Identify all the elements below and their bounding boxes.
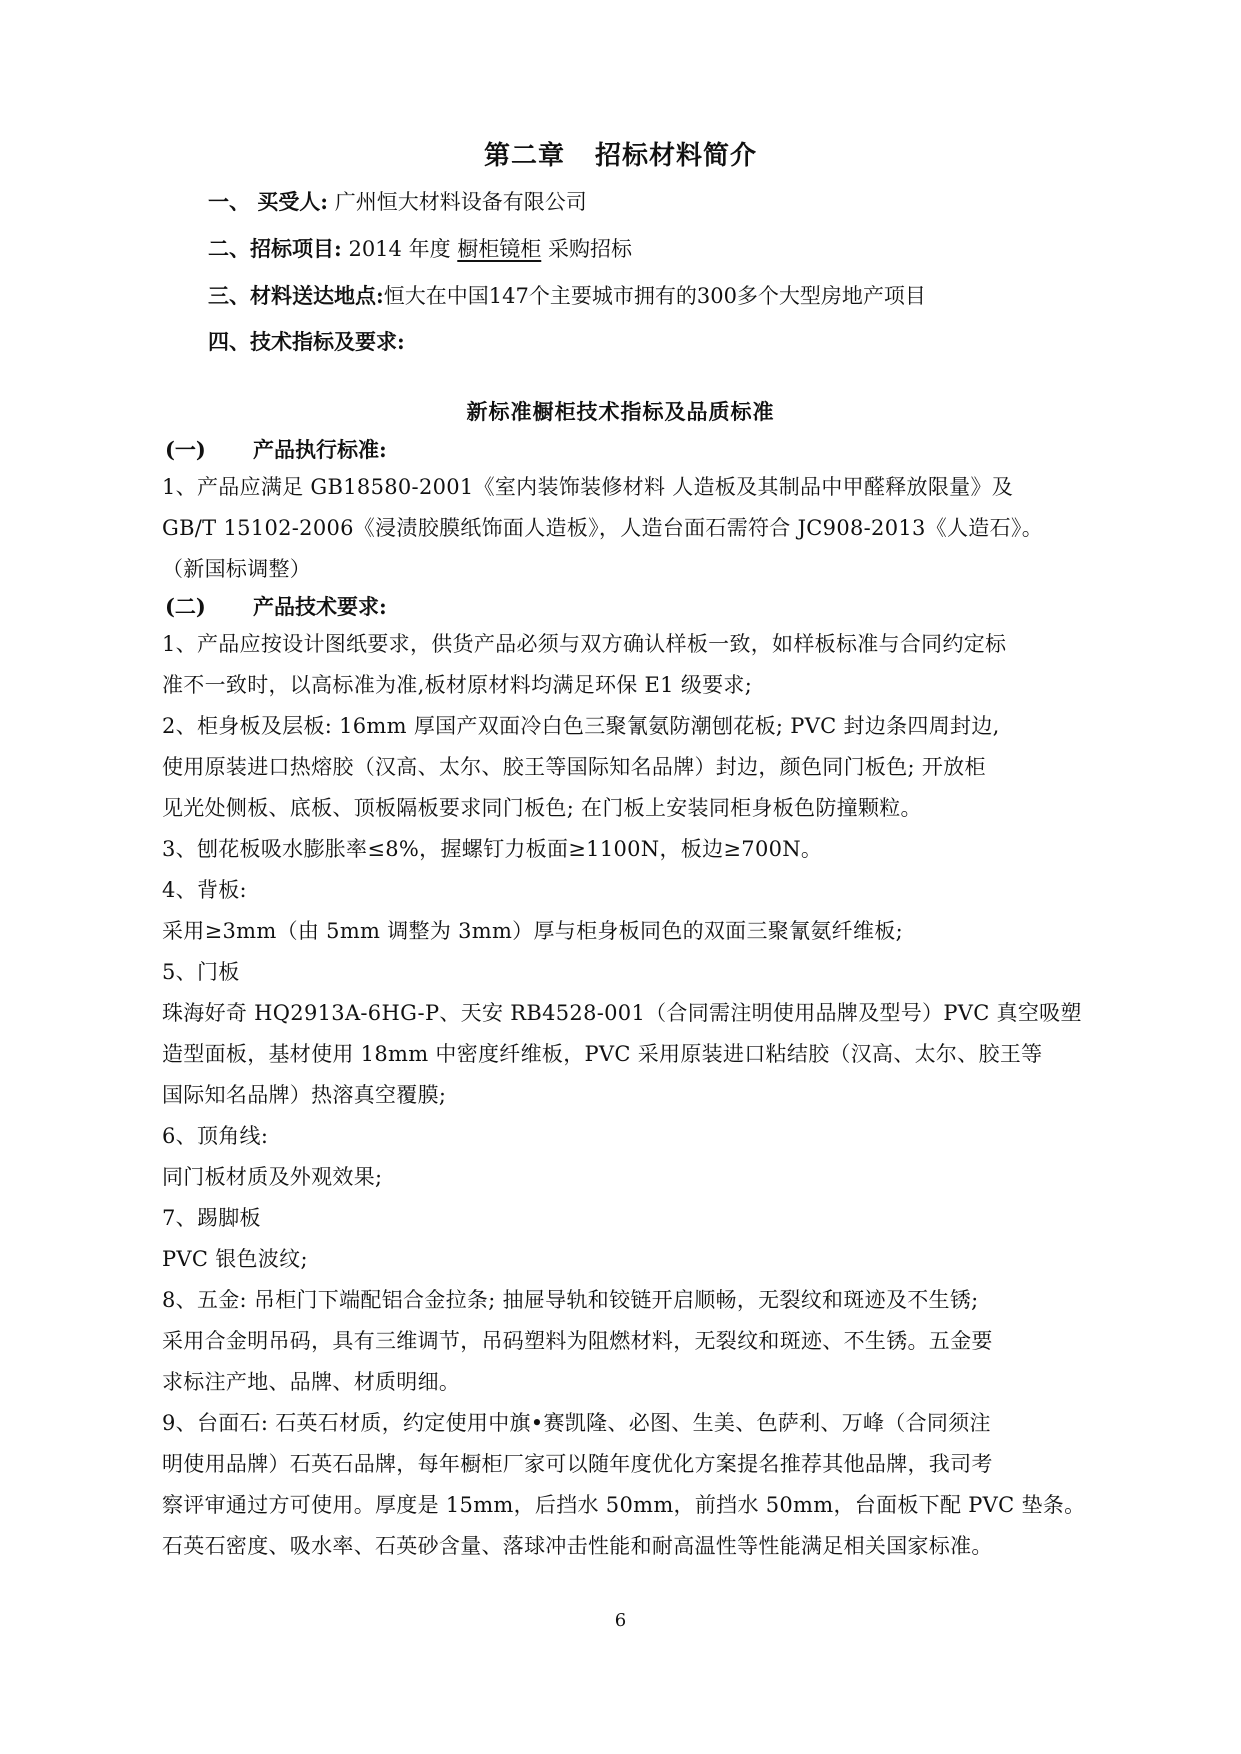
paragraph-line: PVC 银色波纹; [162,1247,308,1271]
header-delivery-key: 三、材料送达地点: [208,283,384,308]
paragraph-line: 采用合金明吊码，具有三维调节，吊码塑料为阻燃材料，无裂纹和斑迹、不生锈。五金要 [162,1329,993,1353]
paragraph-line: 国际知名品牌）热溶真空覆膜; [162,1083,447,1107]
header-project-key: 二、招标项目: [208,236,342,261]
paragraph-line: 造型面板，基材使用 18mm 中密度纤维板，PVC 采用原装进口粘结胶（汉高、太尔、胶王等 [162,1042,1043,1066]
section-requirements [165,591,387,621]
header-buyer [208,186,587,216]
paragraph-line: （新国标调整） [162,557,312,581]
paragraph-line: 1、产品应按设计图纸要求，供货产品必须与双方确认样板一致，如样板标准与合同约定标 [162,632,1007,656]
header-project-item: 橱柜镜柜 [457,237,542,261]
header-buyer-value: 广州恒大材料设备有限公司 [334,190,587,214]
standards-body [162,467,1082,590]
paragraph-line: 6、顶角线: [162,1124,269,1148]
header-tech [208,326,405,356]
paragraph-line: 7、踢脚板 [162,1206,261,1230]
paragraph-line: 1、产品应满足 GB18580-2001《室内装饰装修材料 人造板及其制品中甲醛释放限量》及 [162,475,1014,499]
section-standards-title: 产品执行标准: [253,437,387,462]
paragraph-line: 8、五金: 吊柜门下端配铝合金拉条; 抽屉导轨和铰链开启顺畅，无裂纹和斑迹及不生锈; [162,1288,979,1312]
paragraph-line: 准不一致时，以高标准为准,板材原材料均满足环保 E1 级要求; [162,673,753,697]
paragraph-line: 同门板材质及外观效果; [162,1165,383,1189]
paragraph-line: 察评审通过方可使用。厚度是 15mm，后挡水 50mm，前挡水 50mm，台面板下配 PVC 垫条。 [162,1493,1086,1517]
header-delivery [208,280,926,310]
header-buyer-key: 一、 买受人: [208,189,329,214]
section-requirements-title: 产品技术要求: [253,594,387,619]
section-requirements-num: (二) [165,594,206,619]
chapter-number: 第二章 [483,141,565,171]
paragraph-line: 石英石密度、吸水率、石英砂含量、落球冲击性能和耐高温性等性能满足相关国家标准。 [162,1534,993,1558]
header-project [208,233,632,263]
paragraph-line: 5、门板 [162,960,240,984]
paragraph-line: 2、柜身板及层板: 16mm 厚国产双面冷白色三聚氰氨防潮刨花板; PVC 封边条四周封边, [162,714,1000,738]
page-number: 6 [614,1610,627,1631]
paragraph-line: 9、台面石: 石英石材质，约定使用中旗•赛凯隆、必图、生美、色萨利、万峰（合同须注 [162,1411,991,1435]
paragraph-line: 采用≥3mm（由 5mm 调整为 3mm）厚与柜身板同色的双面三聚氰氨纤维板; [162,919,903,943]
chapter-name: 招标材料简介 [595,141,758,171]
paragraph-line: 珠海好奇 HQ2913A-6HG-P、天安 RB4528-001（合同需注明使用品牌及型号）PVC 真空吸塑 [162,1001,1082,1025]
header-tech-key: 四、技术指标及要求: [208,329,405,354]
paragraph-line: 求标注产地、品牌、材质明细。 [162,1370,461,1394]
paragraph-line: 3、刨花板吸水膨胀率≤8%，握螺钉力板面≥1100N，板边≥700N。 [162,837,823,861]
standards-subtitle: 新标准橱柜技术指标及品质标准 [466,399,775,424]
header-project-post: 采购招标 [547,237,632,261]
section-standards-num: (一) [165,437,206,462]
chapter-title [0,135,1241,172]
paragraph-line: 明使用品牌）石英石品牌，每年橱柜厂家可以随年度优化方案提名推荐其他品牌，我司考 [162,1452,993,1476]
header-project-year: 2014 年度 [348,237,451,261]
section-standards [165,434,387,464]
paragraph-line: GB/T 15102-2006《浸渍胶膜纸饰面人造板》，人造台面石需符合 JC908-2013《人造石》。 [162,516,1043,540]
requirements-body [162,624,1086,1567]
header-delivery-value: 恒大在中国147个主要城市拥有的300多个大型房地产项目 [383,284,926,308]
paragraph-line: 4、背板: [162,878,247,902]
paragraph-line: 使用原装进口热熔胶（汉高、太尔、胶王等国际知名品牌）封边，颜色同门板色; 开放柜 [162,755,986,779]
paragraph-line: 见光处侧板、底板、顶板隔板要求同门板色; 在门板上安装同柜身板色防撞颗粒。 [162,796,922,820]
